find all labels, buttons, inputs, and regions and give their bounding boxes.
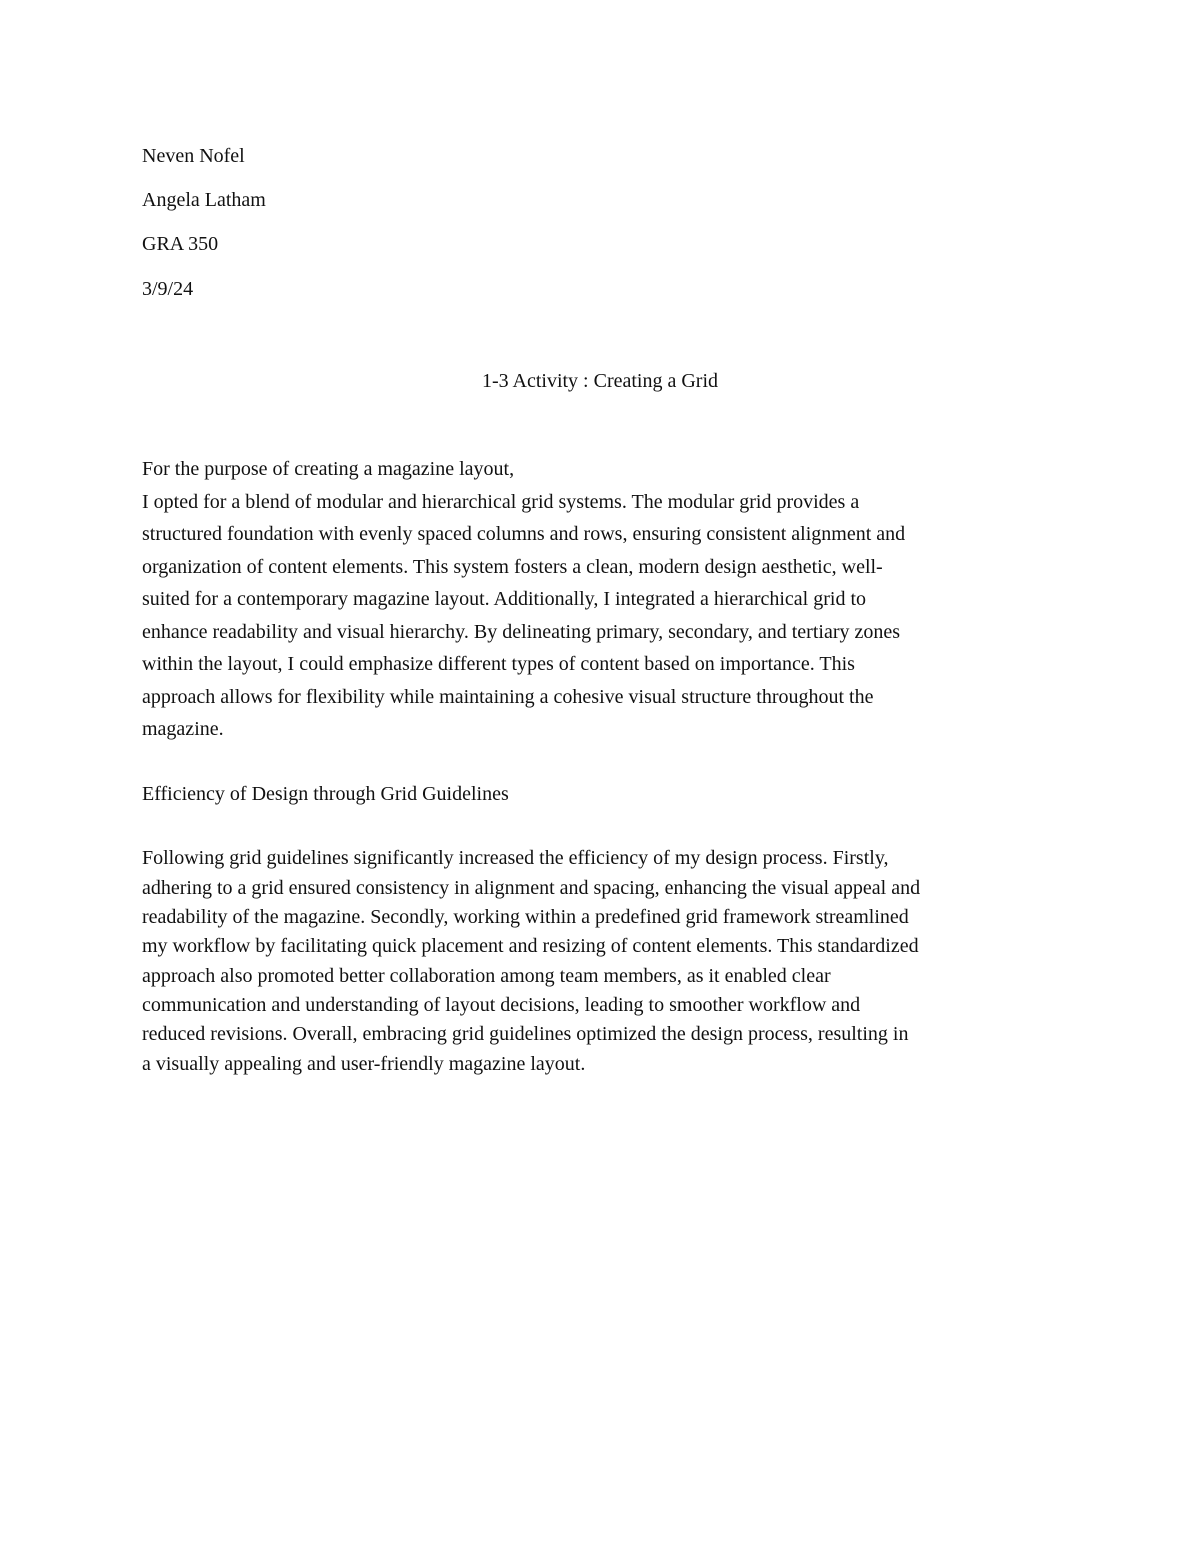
paragraph-line: approach also promoted better collaboration among team members, as it enabled clear	[142, 965, 831, 987]
paragraph-line: my workflow by facilitating quick placement and resizing of content elements. This standardized	[142, 935, 919, 957]
paragraph-line: For the purpose of creating a magazine layout,	[142, 458, 515, 480]
section-heading: Efficiency of Design through Grid Guidelines	[142, 783, 509, 805]
paragraph-line: communication and understanding of layout decisions, leading to smoother workflow and	[142, 994, 861, 1016]
paragraph-line: adhering to a grid ensured consistency in alignment and spacing, enhancing the visual appeal and	[142, 877, 921, 899]
paragraph-line: organization of content elements. This system fosters a clean, modern design aesthetic, well-	[142, 556, 883, 578]
paragraph-line: suited for a contemporary magazine layout. Additionally, I integrated a hierarchical grid to	[142, 588, 866, 610]
instructor-name: Angela Latham	[142, 189, 266, 211]
document-date: 3/9/24	[142, 278, 194, 300]
author-name: Neven Nofel	[142, 145, 245, 167]
paragraph-line: a visually appealing and user-friendly magazine layout.	[142, 1053, 586, 1075]
paragraph-line: within the layout, I could emphasize different types of content based on importance. This	[142, 653, 855, 675]
course-code: GRA 350	[142, 233, 219, 255]
paragraph-line: enhance readability and visual hierarchy. By delineating primary, secondary, and tertiary zones	[142, 621, 901, 643]
paragraph-line: reduced revisions. Overall, embracing grid guidelines optimized the design process, resulting in	[142, 1023, 909, 1045]
paragraph-line: magazine.	[142, 718, 224, 740]
paragraph-line: Following grid guidelines significantly increased the efficiency of my design process. Firstly,	[142, 847, 889, 869]
paragraph-line: readability of the magazine. Secondly, working within a predefined grid framework streamlined	[142, 906, 909, 928]
paragraph-line: I opted for a blend of modular and hierarchical grid systems. The modular grid provides a	[142, 491, 860, 513]
document-title: 1-3 Activity : Creating a Grid	[481, 370, 719, 392]
paragraph-line: approach allows for flexibility while maintaining a cohesive visual structure throughout the	[142, 686, 874, 708]
paragraph-line: structured foundation with evenly spaced columns and rows, ensuring consistent alignment and	[142, 523, 906, 545]
